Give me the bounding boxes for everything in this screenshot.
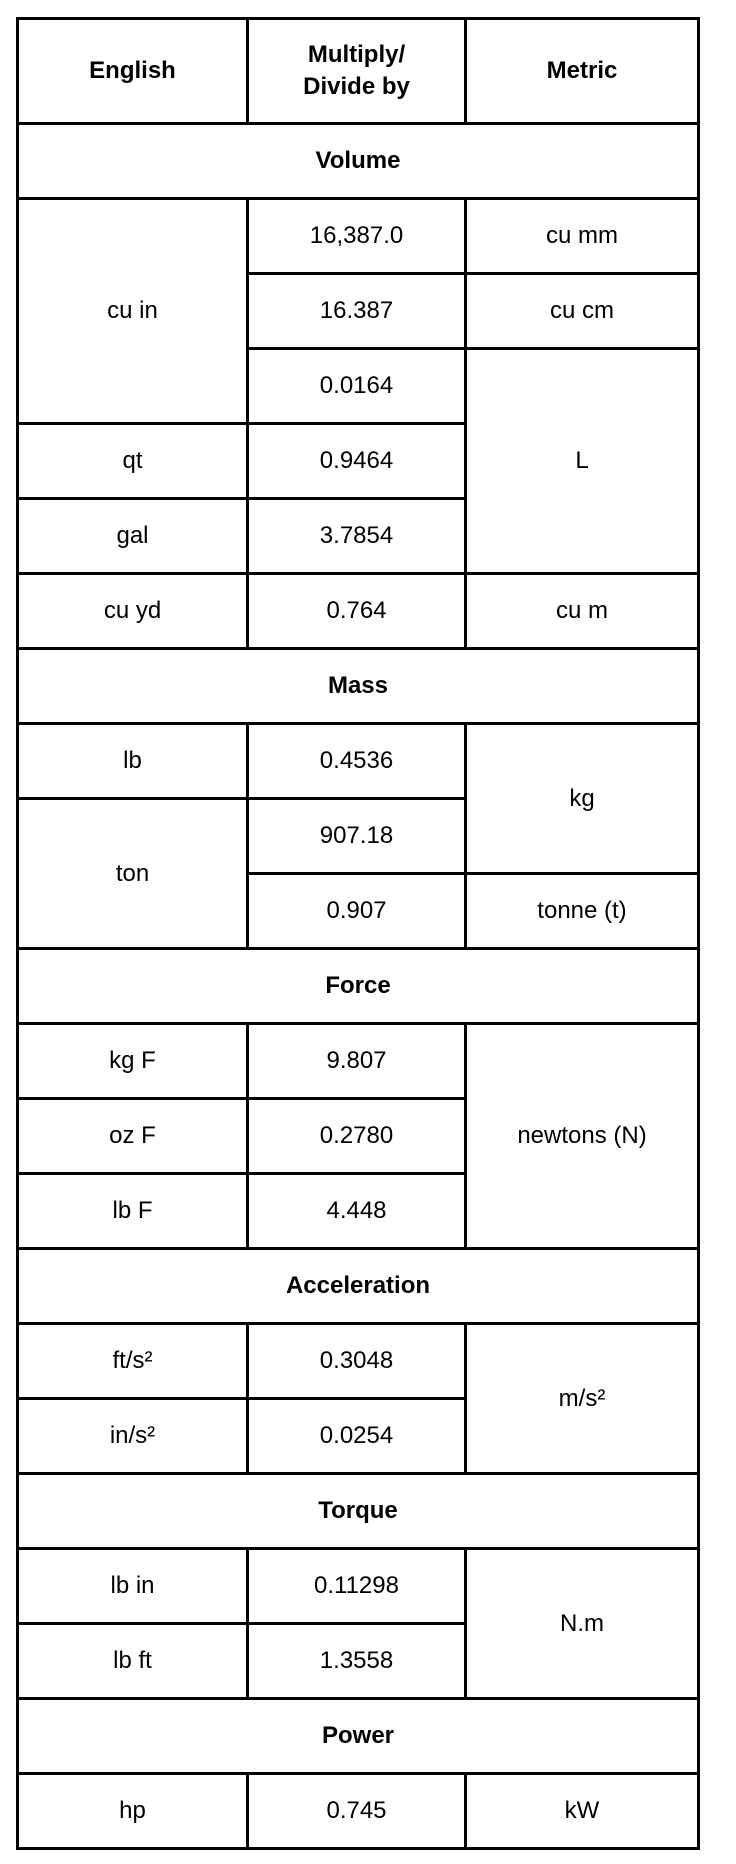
english-unit: kg F: [18, 1024, 248, 1099]
table-row: [18, 1774, 699, 1849]
table-row: [18, 1549, 699, 1624]
english-unit: ton: [18, 799, 248, 949]
metric-unit: cu mm: [466, 199, 699, 274]
section-title-acceleration: Acceleration: [18, 1249, 699, 1324]
factor-value: 3.7854: [248, 499, 466, 574]
metric-unit: kW: [466, 1774, 699, 1849]
header-factor-line1: Multiply/: [307, 41, 406, 68]
table-row: [18, 199, 699, 274]
section-row: [18, 1474, 699, 1549]
english-unit: cu in: [18, 199, 248, 424]
english-unit: qt: [18, 424, 248, 499]
english-unit: ft/s²: [18, 1324, 248, 1399]
section-row: [18, 949, 699, 1024]
section-title-volume: Volume: [18, 124, 699, 199]
factor-value: 16,387.0: [248, 199, 466, 274]
metric-unit: L: [466, 349, 699, 574]
conversion-table: [16, 17, 700, 1850]
header-row: [18, 19, 699, 124]
table-row: [18, 1024, 699, 1099]
table-row: [18, 574, 699, 649]
metric-unit: m/s²: [466, 1324, 699, 1474]
metric-unit: tonne (t): [466, 874, 699, 949]
factor-value: 0.3048: [248, 1324, 466, 1399]
table-row: [18, 724, 699, 799]
metric-unit: cu cm: [466, 274, 699, 349]
english-unit: lb: [18, 724, 248, 799]
english-unit: hp: [18, 1774, 248, 1849]
metric-unit: kg: [466, 724, 699, 874]
metric-unit: cu m: [466, 574, 699, 649]
section-title-torque: Torque: [18, 1474, 699, 1549]
factor-value: 0.745: [248, 1774, 466, 1849]
section-title-mass: Mass: [18, 649, 699, 724]
factor-value: 16.387: [248, 274, 466, 349]
section-row: [18, 124, 699, 199]
factor-value: 4.448: [248, 1174, 466, 1249]
factor-value: 0.2780: [248, 1099, 466, 1174]
section-row: [18, 1249, 699, 1324]
factor-value: 0.907: [248, 874, 466, 949]
section-row: [18, 649, 699, 724]
english-unit: cu yd: [18, 574, 248, 649]
factor-value: 0.11298: [248, 1549, 466, 1624]
section-title-force: Force: [18, 949, 699, 1024]
factor-value: 0.764: [248, 574, 466, 649]
factor-value: 907.18: [248, 799, 466, 874]
metric-unit: N.m: [466, 1549, 699, 1699]
header-metric: Metric: [466, 19, 699, 124]
factor-value: 0.9464: [248, 424, 466, 499]
section-title-power: Power: [18, 1699, 699, 1774]
english-unit: gal: [18, 499, 248, 574]
factor-value: 0.0164: [248, 349, 466, 424]
factor-value: 1.3558: [248, 1624, 466, 1699]
factor-value: 0.0254: [248, 1399, 466, 1474]
header-factor-line2: Divide by: [303, 73, 410, 100]
english-unit: lb ft: [18, 1624, 248, 1699]
factor-value: 0.4536: [248, 724, 466, 799]
header-english: English: [18, 19, 248, 124]
factor-value: 9.807: [248, 1024, 466, 1099]
english-unit: lb F: [18, 1174, 248, 1249]
english-unit: oz F: [18, 1099, 248, 1174]
english-unit: in/s²: [18, 1399, 248, 1474]
metric-unit: newtons (N): [466, 1024, 699, 1249]
header-factor: [248, 19, 466, 124]
english-unit: lb in: [18, 1549, 248, 1624]
section-row: [18, 1699, 699, 1774]
table-row: [18, 1324, 699, 1399]
